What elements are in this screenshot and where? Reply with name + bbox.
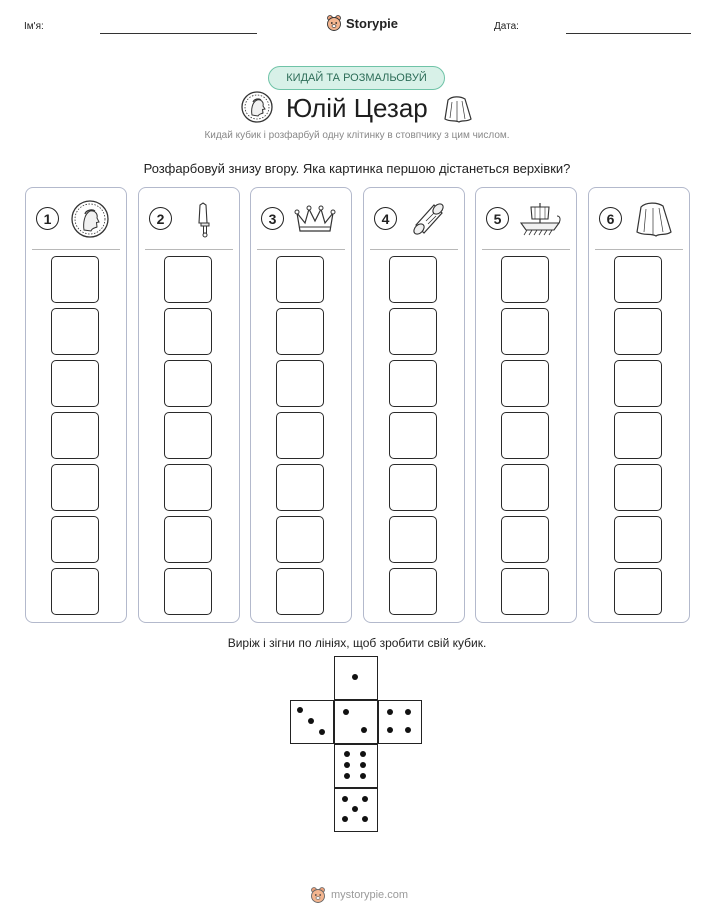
- column-3: [250, 187, 352, 623]
- color-cell[interactable]: [276, 360, 324, 407]
- die-face-1: [334, 656, 378, 700]
- color-cell[interactable]: [614, 464, 662, 511]
- color-cell[interactable]: [276, 568, 324, 615]
- die-pip: [362, 816, 368, 822]
- color-cell[interactable]: [164, 568, 212, 615]
- subtitle: Кидай кубик і розфарбуй одну клітинку в стовпчику з цим числом.: [204, 130, 510, 141]
- column-number: 1: [36, 207, 59, 230]
- color-cell[interactable]: [51, 516, 99, 563]
- die-face-6: [334, 744, 378, 788]
- color-cell[interactable]: [276, 464, 324, 511]
- activity-badge: КИДАЙ ТА РОЗМАЛЬОВУЙ: [268, 66, 445, 90]
- die-pip: [361, 727, 367, 733]
- column-number: 2: [149, 207, 172, 230]
- color-cell[interactable]: [276, 308, 324, 355]
- column-5: [475, 187, 577, 623]
- color-cell[interactable]: [276, 516, 324, 563]
- cut-instruction: Виріж і зігни по лініях, щоб зробити свій кубик.: [227, 636, 487, 650]
- die-pip: [360, 773, 366, 779]
- name-field-line[interactable]: [100, 33, 257, 34]
- color-cell[interactable]: [51, 568, 99, 615]
- die-pip: [342, 796, 348, 802]
- color-cell[interactable]: [501, 308, 549, 355]
- die-pip: [362, 796, 368, 802]
- color-cell[interactable]: [276, 412, 324, 459]
- color-cell[interactable]: [389, 256, 437, 303]
- column-number: 6: [599, 207, 622, 230]
- coin-portrait-icon: [68, 199, 112, 239]
- date-label: Дата:: [494, 21, 519, 32]
- color-cell[interactable]: [164, 256, 212, 303]
- column-1: [25, 187, 127, 623]
- color-cell[interactable]: [501, 464, 549, 511]
- die-face-4: [378, 700, 422, 744]
- column-divider: [145, 249, 233, 250]
- column-2: [138, 187, 240, 623]
- color-cell[interactable]: [164, 516, 212, 563]
- die-pip: [405, 727, 411, 733]
- color-cell[interactable]: [501, 412, 549, 459]
- die-pip: [342, 816, 348, 822]
- instruction: Розфарбовуй знизу вгору. Яка картинка першою дістанеться верхівки?: [143, 161, 571, 176]
- crown-icon: [293, 199, 337, 239]
- column-number: 5: [486, 207, 509, 230]
- sword-icon: [181, 199, 225, 239]
- brand-name: Storypie: [346, 15, 399, 31]
- scroll-icon: [406, 199, 450, 239]
- footer: [310, 886, 408, 904]
- footer-url[interactable]: mystorypie.com: [331, 889, 409, 901]
- color-cell[interactable]: [164, 360, 212, 407]
- storypie-mascot-icon: [310, 886, 326, 904]
- column-divider: [257, 249, 345, 250]
- color-cell[interactable]: [164, 308, 212, 355]
- die-pip: [360, 751, 366, 757]
- brand-logo: [326, 13, 398, 33]
- column-divider: [595, 249, 683, 250]
- color-cell[interactable]: [614, 308, 662, 355]
- column-divider: [32, 249, 120, 250]
- date-field-line[interactable]: [566, 33, 691, 34]
- color-cell[interactable]: [164, 464, 212, 511]
- column-divider: [370, 249, 458, 250]
- color-cell[interactable]: [614, 256, 662, 303]
- color-cell[interactable]: [276, 256, 324, 303]
- color-cell[interactable]: [389, 464, 437, 511]
- die-pip: [344, 762, 350, 768]
- color-cell[interactable]: [51, 464, 99, 511]
- die-pip: [308, 718, 314, 724]
- name-label: Ім'я:: [24, 21, 44, 32]
- column-number: 4: [374, 207, 397, 230]
- coin-portrait-icon: [240, 90, 274, 124]
- color-cell[interactable]: [614, 360, 662, 407]
- page-title: Юлій Цезар: [286, 93, 428, 123]
- color-cell[interactable]: [51, 308, 99, 355]
- color-cell[interactable]: [389, 516, 437, 563]
- color-cell[interactable]: [51, 412, 99, 459]
- galley-ship-icon: [518, 199, 562, 239]
- color-cell[interactable]: [389, 360, 437, 407]
- color-cell[interactable]: [501, 256, 549, 303]
- die-face-5: [334, 788, 378, 832]
- column-4: [363, 187, 465, 623]
- color-cell[interactable]: [389, 308, 437, 355]
- cloak-icon: [440, 92, 474, 126]
- color-cell[interactable]: [51, 256, 99, 303]
- die-pip: [387, 709, 393, 715]
- die-pip: [344, 773, 350, 779]
- die-pip: [297, 707, 303, 713]
- color-cell[interactable]: [164, 412, 212, 459]
- die-pip: [360, 762, 366, 768]
- color-cell[interactable]: [51, 360, 99, 407]
- die-pip: [343, 709, 349, 715]
- die-pip: [319, 729, 325, 735]
- die-pip: [352, 806, 358, 812]
- cloak-icon: [631, 199, 675, 239]
- color-cell[interactable]: [389, 412, 437, 459]
- color-cell[interactable]: [501, 568, 549, 615]
- title-row: [240, 90, 476, 130]
- color-cell[interactable]: [501, 516, 549, 563]
- die-face-2: [334, 700, 378, 744]
- die-pip: [387, 727, 393, 733]
- color-cell[interactable]: [389, 568, 437, 615]
- color-cell[interactable]: [614, 568, 662, 615]
- column-divider: [482, 249, 570, 250]
- color-cell[interactable]: [614, 516, 662, 563]
- die-pip: [344, 751, 350, 757]
- die-pip: [405, 709, 411, 715]
- column-number: 3: [261, 207, 284, 230]
- storypie-mascot-icon: [326, 14, 342, 32]
- die-pip: [352, 674, 358, 680]
- column-6: [588, 187, 690, 623]
- color-cell[interactable]: [614, 412, 662, 459]
- die-face-3: [290, 700, 334, 744]
- color-cell[interactable]: [501, 360, 549, 407]
